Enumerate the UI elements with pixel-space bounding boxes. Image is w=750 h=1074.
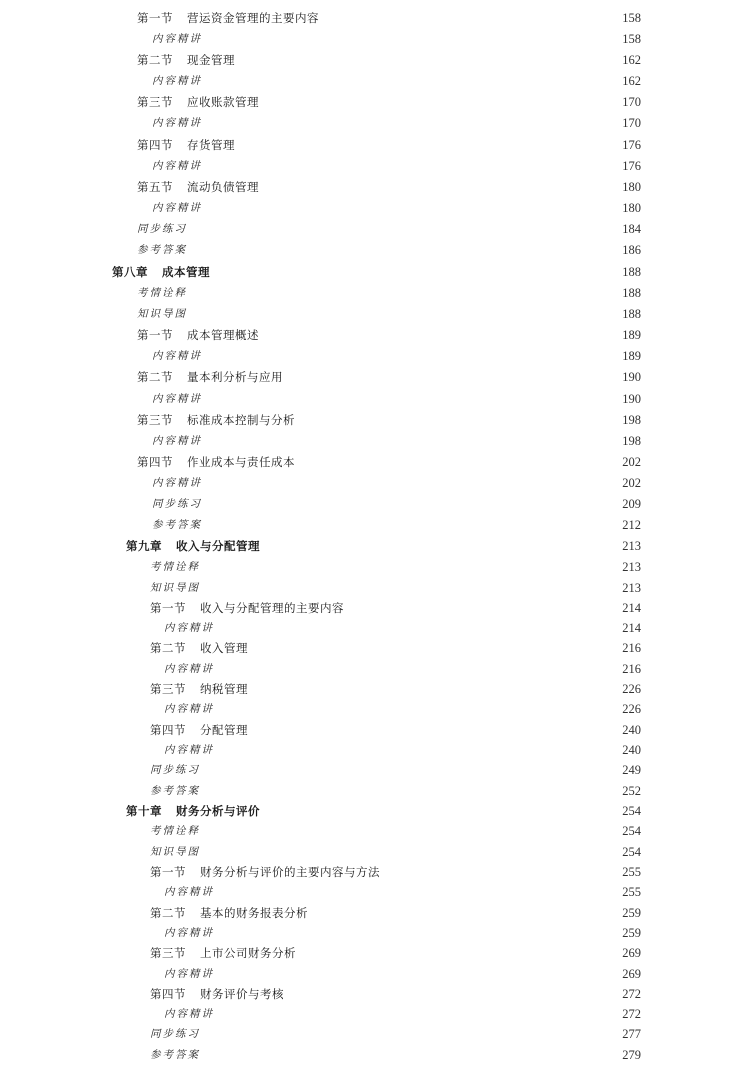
toc-page-number: 184 bbox=[622, 222, 641, 236]
toc-sub-entry[interactable] bbox=[152, 494, 641, 514]
toc-section-entry[interactable] bbox=[137, 452, 641, 472]
dot-leader bbox=[267, 92, 613, 112]
toc-sub-entry[interactable] bbox=[164, 699, 641, 719]
toc-page-number: 254 bbox=[622, 845, 641, 859]
toc-entry-label bbox=[150, 557, 208, 577]
toc-entry-number: 第四节 bbox=[137, 455, 173, 469]
toc-entry-label bbox=[152, 473, 210, 493]
toc-page-number: 186 bbox=[622, 243, 641, 257]
toc-entry-title: 收入与分配管理 bbox=[176, 539, 260, 553]
toc-entry-number: 第二节 bbox=[150, 641, 186, 655]
toc-sub-entry[interactable] bbox=[164, 659, 641, 679]
dot-leader bbox=[210, 113, 613, 133]
toc-page-number: 240 bbox=[622, 723, 641, 737]
toc-entry-title: 考情诠释 bbox=[150, 561, 200, 573]
toc-entry-label bbox=[150, 1045, 208, 1065]
dot-leader bbox=[208, 578, 613, 598]
toc-entry-title: 内容精讲 bbox=[152, 117, 202, 129]
toc-sub-entry[interactable] bbox=[150, 821, 641, 841]
toc-entry-label bbox=[150, 842, 208, 862]
toc-page-number: 162 bbox=[622, 74, 641, 88]
toc-entry-label bbox=[164, 923, 222, 943]
toc-entry-number: 第一节 bbox=[137, 328, 173, 342]
toc-entry-label bbox=[164, 659, 222, 679]
dot-leader bbox=[256, 679, 613, 699]
toc-page-number: 269 bbox=[622, 967, 641, 981]
toc-entry-title: 收入与分配管理的主要内容 bbox=[200, 601, 344, 615]
toc-entry-label bbox=[150, 720, 256, 740]
toc-page-number: 216 bbox=[622, 641, 641, 655]
toc-entry-title: 内容精讲 bbox=[164, 703, 214, 715]
toc-sub-entry[interactable] bbox=[137, 219, 641, 239]
dot-leader bbox=[210, 389, 613, 409]
dot-leader bbox=[267, 325, 613, 345]
toc-sub-entry[interactable] bbox=[150, 578, 641, 598]
toc-entry-title: 财务评价与考核 bbox=[200, 987, 284, 1001]
toc-page-number: 269 bbox=[622, 946, 641, 960]
dot-leader bbox=[352, 598, 613, 618]
toc-entry-label bbox=[112, 262, 218, 282]
toc-entry-title: 知识导图 bbox=[150, 846, 200, 858]
toc-entry-label bbox=[150, 821, 208, 841]
toc-entry-label bbox=[137, 135, 243, 155]
dot-leader bbox=[388, 862, 613, 882]
toc-sub-entry[interactable] bbox=[164, 964, 641, 984]
toc-entry-number: 第十章 bbox=[126, 804, 162, 818]
toc-section-entry[interactable] bbox=[137, 135, 641, 155]
dot-leader bbox=[243, 50, 613, 70]
toc-entry-label bbox=[137, 304, 195, 324]
dot-leader bbox=[222, 740, 613, 760]
toc-entry-number: 第五节 bbox=[137, 180, 173, 194]
dot-leader bbox=[210, 431, 613, 451]
toc-entry-title: 内容精讲 bbox=[152, 477, 202, 489]
toc-entry-title: 同步练习 bbox=[150, 1028, 200, 1040]
toc-section-entry[interactable] bbox=[150, 943, 641, 963]
toc-sub-entry[interactable] bbox=[152, 515, 641, 535]
toc-sub-entry[interactable] bbox=[150, 1045, 641, 1065]
toc-page-number: 189 bbox=[622, 349, 641, 363]
toc-entry-label bbox=[152, 346, 210, 366]
toc-section-entry[interactable] bbox=[137, 50, 641, 70]
dot-leader bbox=[210, 71, 613, 91]
toc-page-number: 176 bbox=[622, 159, 641, 173]
toc-entry-title: 量本利分析与应用 bbox=[187, 370, 283, 384]
dot-leader bbox=[210, 29, 613, 49]
toc-entry-number: 第一节 bbox=[150, 601, 186, 615]
toc-page-number: 254 bbox=[622, 804, 641, 818]
dot-leader bbox=[304, 943, 613, 963]
toc-sub-entry[interactable] bbox=[152, 113, 641, 133]
dot-leader bbox=[316, 903, 613, 923]
toc-sub-entry[interactable] bbox=[164, 923, 641, 943]
toc-entry-title: 财务分析与评价的主要内容与方法 bbox=[200, 865, 380, 879]
toc-entry-title: 参考答案 bbox=[150, 1049, 200, 1061]
toc-entry-label bbox=[150, 598, 352, 618]
toc-entry-label bbox=[137, 177, 267, 197]
toc-entry-number: 第四节 bbox=[150, 723, 186, 737]
toc-entry-label bbox=[150, 781, 208, 801]
dot-leader bbox=[208, 821, 613, 841]
toc-entry-number: 第三节 bbox=[137, 95, 173, 109]
toc-page-number: 226 bbox=[622, 702, 641, 716]
toc-sub-entry[interactable] bbox=[152, 198, 641, 218]
toc-sub-entry[interactable] bbox=[152, 71, 641, 91]
toc-entry-label bbox=[137, 240, 195, 260]
toc-entry-number: 第四节 bbox=[150, 987, 186, 1001]
dot-leader bbox=[222, 618, 613, 638]
dot-leader bbox=[195, 283, 613, 303]
toc-entry-title: 内容精讲 bbox=[164, 968, 214, 980]
toc-page-number: 272 bbox=[622, 987, 641, 1001]
toc-entry-number: 第九章 bbox=[126, 539, 162, 553]
dot-leader bbox=[210, 473, 613, 493]
toc-page-number: 170 bbox=[622, 95, 641, 109]
toc-sub-entry[interactable] bbox=[152, 473, 641, 493]
dot-leader bbox=[222, 964, 613, 984]
toc-entry-label bbox=[126, 536, 268, 556]
toc-entry-number: 第一节 bbox=[137, 11, 173, 25]
dot-leader bbox=[210, 494, 613, 514]
toc-entry-label bbox=[150, 578, 208, 598]
toc-chapter-entry[interactable] bbox=[126, 801, 641, 821]
toc-page-number: 214 bbox=[622, 601, 641, 615]
toc-entry-title: 内容精讲 bbox=[152, 393, 202, 405]
toc-page-number: 272 bbox=[622, 1007, 641, 1021]
dot-leader bbox=[195, 304, 613, 324]
toc-entry-title: 存货管理 bbox=[187, 138, 235, 152]
toc-entry-label bbox=[164, 618, 222, 638]
toc-section-entry[interactable] bbox=[150, 984, 641, 1004]
toc-entry-label bbox=[164, 740, 222, 760]
toc-sub-entry[interactable] bbox=[152, 346, 641, 366]
toc-section-entry[interactable] bbox=[137, 325, 641, 345]
toc-page-number: 226 bbox=[622, 682, 641, 696]
dot-leader bbox=[195, 240, 613, 260]
toc-entry-label bbox=[152, 494, 210, 514]
dot-leader bbox=[327, 8, 613, 28]
toc-entry-label bbox=[137, 367, 291, 387]
dot-leader bbox=[218, 262, 613, 282]
dot-leader bbox=[256, 720, 613, 740]
toc-section-entry[interactable] bbox=[150, 862, 641, 882]
dot-leader bbox=[208, 1045, 613, 1065]
toc-sub-entry[interactable] bbox=[164, 1004, 641, 1024]
toc-entry-label bbox=[152, 71, 210, 91]
toc-entry-label bbox=[152, 29, 210, 49]
toc-entry-label bbox=[164, 882, 222, 902]
toc-sub-entry[interactable] bbox=[152, 431, 641, 451]
toc-entry-title: 分配管理 bbox=[200, 723, 248, 737]
toc-entry-title: 基本的财务报表分析 bbox=[200, 906, 308, 920]
toc-entry-label bbox=[150, 984, 292, 1004]
dot-leader bbox=[208, 557, 613, 577]
toc-entry-number: 第二节 bbox=[137, 370, 173, 384]
toc-page-number: 170 bbox=[622, 116, 641, 130]
toc-page-number: 252 bbox=[622, 784, 641, 798]
toc-entry-label bbox=[150, 943, 304, 963]
dot-leader bbox=[268, 801, 613, 821]
dot-leader bbox=[243, 135, 613, 155]
toc-sub-entry[interactable] bbox=[152, 29, 641, 49]
dot-leader bbox=[210, 515, 613, 535]
toc-entry-label bbox=[150, 862, 388, 882]
toc-entry-title: 同步练习 bbox=[152, 498, 202, 510]
toc-page-number: 176 bbox=[622, 138, 641, 152]
toc-entry-label bbox=[137, 283, 195, 303]
dot-leader bbox=[292, 984, 613, 1004]
dot-leader bbox=[268, 536, 613, 556]
toc-entry-number: 第三节 bbox=[137, 413, 173, 427]
toc-section-entry[interactable] bbox=[150, 598, 641, 618]
toc-entry-title: 上市公司财务分析 bbox=[200, 946, 296, 960]
toc-sub-entry[interactable] bbox=[164, 740, 641, 760]
toc-section-entry[interactable] bbox=[150, 638, 641, 658]
toc-entry-label bbox=[137, 219, 195, 239]
toc-page-number: 277 bbox=[622, 1027, 641, 1041]
toc-entry-number: 第一节 bbox=[150, 865, 186, 879]
toc-sub-entry[interactable] bbox=[150, 760, 641, 780]
toc-entry-title: 同步练习 bbox=[150, 764, 200, 776]
toc-entry-label bbox=[152, 389, 210, 409]
toc-entry-title: 流动负债管理 bbox=[187, 180, 259, 194]
toc-entry-number: 第四节 bbox=[137, 138, 173, 152]
toc-page-number: 212 bbox=[622, 518, 641, 532]
dot-leader bbox=[210, 198, 613, 218]
toc-entry-label bbox=[126, 801, 268, 821]
toc-page-number: 213 bbox=[622, 560, 641, 574]
toc-sub-entry[interactable] bbox=[137, 240, 641, 260]
dot-leader bbox=[267, 177, 613, 197]
toc-page-number: 180 bbox=[622, 201, 641, 215]
toc-entry-label bbox=[150, 903, 316, 923]
dot-leader bbox=[210, 156, 613, 176]
toc-entry-title: 知识导图 bbox=[137, 308, 187, 320]
dot-leader bbox=[208, 1024, 613, 1044]
toc-page-number: 249 bbox=[622, 763, 641, 777]
toc-section-entry[interactable] bbox=[137, 367, 641, 387]
toc-entry-title: 收入管理 bbox=[200, 641, 248, 655]
toc-entry-label bbox=[164, 964, 222, 984]
toc-sub-entry[interactable] bbox=[164, 882, 641, 902]
dot-leader bbox=[303, 410, 613, 430]
toc-entry-title: 内容精讲 bbox=[152, 350, 202, 362]
toc-page-number: 213 bbox=[622, 539, 641, 553]
toc-section-entry[interactable] bbox=[137, 92, 641, 112]
toc-page-number: 202 bbox=[622, 476, 641, 490]
toc-page-number: 188 bbox=[622, 286, 641, 300]
dot-leader bbox=[222, 699, 613, 719]
toc-entry-title: 参考答案 bbox=[152, 519, 202, 531]
toc-page-number: 259 bbox=[622, 906, 641, 920]
toc-entry-title: 内容精讲 bbox=[164, 744, 214, 756]
dot-leader bbox=[291, 367, 613, 387]
toc-section-entry[interactable] bbox=[137, 8, 641, 28]
toc-entry-label bbox=[150, 1024, 208, 1044]
toc-page-number: 188 bbox=[622, 265, 641, 279]
toc-entry-title: 成本管理概述 bbox=[187, 328, 259, 342]
toc-entry-title: 应收账款管理 bbox=[187, 95, 259, 109]
toc-entry-title: 营运资金管理的主要内容 bbox=[187, 11, 319, 25]
dot-leader bbox=[222, 882, 613, 902]
toc-entry-title: 内容精讲 bbox=[152, 75, 202, 87]
toc-entry-label bbox=[150, 760, 208, 780]
toc-entry-title: 内容精讲 bbox=[164, 663, 214, 675]
toc-entry-label bbox=[152, 198, 210, 218]
dot-leader bbox=[256, 638, 613, 658]
toc-page-number: 279 bbox=[622, 1048, 641, 1062]
toc-section-entry[interactable] bbox=[150, 679, 641, 699]
toc-page-number: 259 bbox=[622, 926, 641, 940]
toc-entry-title: 考情诠释 bbox=[137, 287, 187, 299]
toc-page-number: 255 bbox=[622, 885, 641, 899]
toc-entry-title: 内容精讲 bbox=[152, 33, 202, 45]
toc-page-number: 190 bbox=[622, 370, 641, 384]
toc-entry-title: 内容精讲 bbox=[164, 622, 214, 634]
toc-entry-title: 成本管理 bbox=[162, 265, 210, 279]
toc-sub-entry[interactable] bbox=[150, 557, 641, 577]
dot-leader bbox=[222, 659, 613, 679]
toc-page-number: 214 bbox=[622, 621, 641, 635]
toc-page-number: 198 bbox=[622, 434, 641, 448]
toc-page-number: 198 bbox=[622, 413, 641, 427]
dot-leader bbox=[222, 923, 613, 943]
toc-page-number: 209 bbox=[622, 497, 641, 511]
dot-leader bbox=[210, 346, 613, 366]
toc-entry-label bbox=[164, 699, 222, 719]
toc-sub-entry[interactable] bbox=[152, 389, 641, 409]
toc-page-number: 162 bbox=[622, 53, 641, 67]
toc-page-number: 188 bbox=[622, 307, 641, 321]
toc-page-number: 255 bbox=[622, 865, 641, 879]
toc-entry-label bbox=[137, 50, 243, 70]
toc-entry-title: 现金管理 bbox=[187, 53, 235, 67]
dot-leader bbox=[222, 1004, 613, 1024]
dot-leader bbox=[208, 842, 613, 862]
toc-entry-label bbox=[152, 156, 210, 176]
toc-entry-title: 内容精讲 bbox=[164, 1008, 214, 1020]
dot-leader bbox=[208, 760, 613, 780]
toc-entry-label bbox=[137, 8, 327, 28]
toc-entry-label bbox=[150, 638, 256, 658]
toc-entry-label bbox=[137, 325, 267, 345]
toc-section-entry[interactable] bbox=[150, 720, 641, 740]
toc-sub-entry[interactable] bbox=[150, 781, 641, 801]
toc-page-number: 190 bbox=[622, 392, 641, 406]
toc-section-entry[interactable] bbox=[137, 410, 641, 430]
toc-entry-title: 参考答案 bbox=[150, 785, 200, 797]
toc-entry-title: 作业成本与责任成本 bbox=[187, 455, 295, 469]
toc-entry-label bbox=[152, 515, 210, 535]
toc-page-number: 158 bbox=[622, 11, 641, 25]
toc-sub-entry[interactable] bbox=[150, 842, 641, 862]
toc-entry-number: 第二节 bbox=[137, 53, 173, 67]
toc-entry-label bbox=[137, 92, 267, 112]
toc-entry-label bbox=[137, 452, 303, 472]
dot-leader bbox=[195, 219, 613, 239]
toc-entry-label bbox=[137, 410, 303, 430]
toc-entry-title: 内容精讲 bbox=[152, 202, 202, 214]
toc-sub-entry[interactable] bbox=[164, 618, 641, 638]
toc-page-number: 216 bbox=[622, 662, 641, 676]
toc-entry-number: 第八章 bbox=[112, 265, 148, 279]
toc-entry-label bbox=[150, 679, 256, 699]
toc-page-number: 240 bbox=[622, 743, 641, 757]
toc-entry-title: 内容精讲 bbox=[164, 927, 214, 939]
toc-page-number: 202 bbox=[622, 455, 641, 469]
toc-entry-title: 参考答案 bbox=[137, 244, 187, 256]
toc-entry-title: 内容精讲 bbox=[152, 435, 202, 447]
toc-page-number: 254 bbox=[622, 824, 641, 838]
toc-entry-label bbox=[152, 431, 210, 451]
toc-sub-entry[interactable] bbox=[137, 304, 641, 324]
toc-sub-entry[interactable] bbox=[137, 283, 641, 303]
toc-chapter-entry[interactable] bbox=[112, 262, 641, 282]
toc-page-number: 189 bbox=[622, 328, 641, 342]
toc-page-number: 180 bbox=[622, 180, 641, 194]
toc-entry-title: 财务分析与评价 bbox=[176, 804, 260, 818]
toc-page-number: 213 bbox=[622, 581, 641, 595]
toc-entry-number: 第三节 bbox=[150, 682, 186, 696]
toc-section-entry[interactable] bbox=[150, 903, 641, 923]
toc-section-entry[interactable] bbox=[137, 177, 641, 197]
toc-sub-entry[interactable] bbox=[150, 1024, 641, 1044]
toc-entry-title: 纳税管理 bbox=[200, 682, 248, 696]
toc-entry-number: 第二节 bbox=[150, 906, 186, 920]
toc-entry-title: 内容精讲 bbox=[152, 160, 202, 172]
toc-entry-title: 标准成本控制与分析 bbox=[187, 413, 295, 427]
dot-leader bbox=[303, 452, 613, 472]
toc-entry-title: 同步练习 bbox=[137, 223, 187, 235]
toc-sub-entry[interactable] bbox=[152, 156, 641, 176]
toc-page-number: 158 bbox=[622, 32, 641, 46]
toc-chapter-entry[interactable] bbox=[126, 536, 641, 556]
toc-entry-label bbox=[152, 113, 210, 133]
toc-entry-title: 考情诠释 bbox=[150, 825, 200, 837]
toc-entry-number: 第三节 bbox=[150, 946, 186, 960]
toc-entry-label bbox=[164, 1004, 222, 1024]
dot-leader bbox=[208, 781, 613, 801]
toc-entry-title: 知识导图 bbox=[150, 582, 200, 594]
toc-entry-title: 内容精讲 bbox=[164, 886, 214, 898]
